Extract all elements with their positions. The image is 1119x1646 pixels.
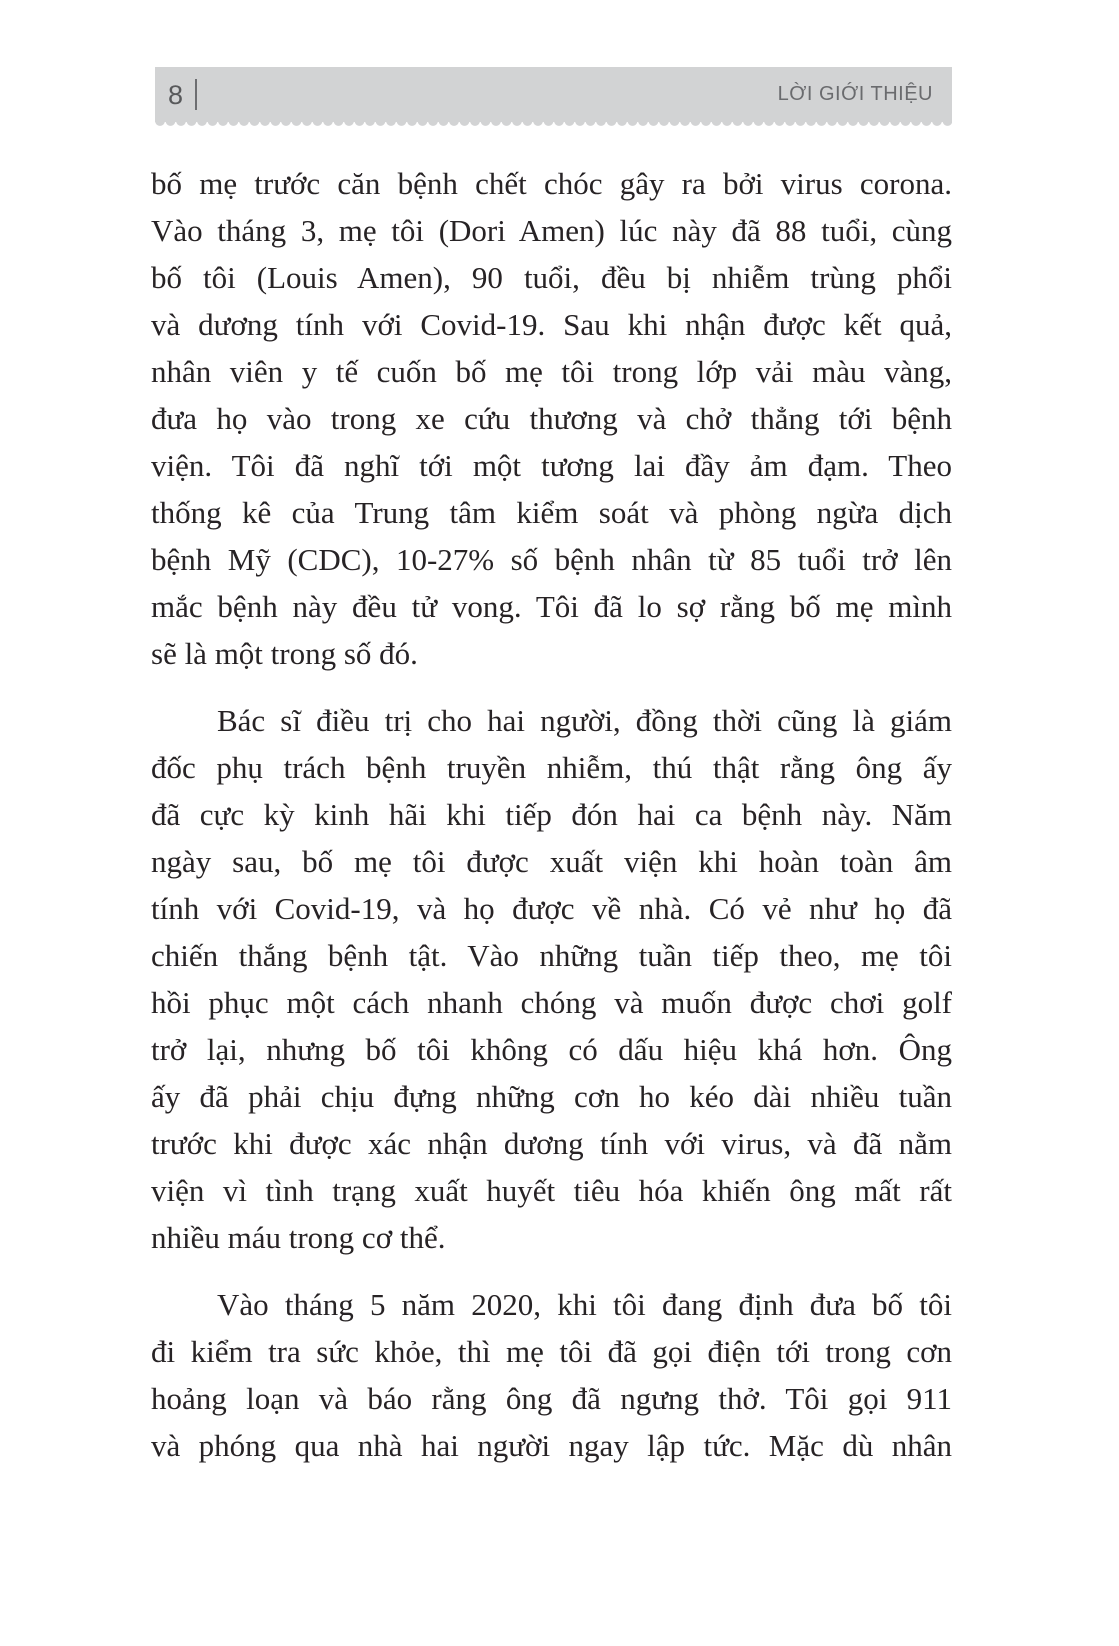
page-header: [155, 67, 952, 122]
text-line: chiến thắng bệnh tật. Vào những tuần tiếp theo, mẹ tôi: [151, 938, 952, 973]
text-line: nhân viên y tế cuốn bố mẹ tôi trong lớp vải màu vàng,: [151, 354, 952, 389]
text-line: và phóng qua nhà hai người ngay lập tức. Mặc dù nhân: [151, 1428, 952, 1463]
paragraph: [151, 160, 952, 677]
text-line: hồi phục một cách nhanh chóng và muốn được chơi golf: [151, 985, 952, 1020]
text-line: trước khi được xác nhận dương tính với virus, và đã nằm: [151, 1126, 952, 1161]
text-line: tính với Covid-19, và họ được về nhà. Có vẻ như họ đã: [151, 891, 952, 926]
text-line: Bác sĩ điều trị cho hai người, đồng thời cũng là giám: [217, 703, 952, 738]
text-line: đưa họ vào trong xe cứu thương và chở thẳng tới bệnh: [151, 401, 952, 436]
text-line: trở lại, nhưng bố tôi không có dấu hiệu khá hơn. Ông: [151, 1032, 952, 1067]
text-line: Vào tháng 5 năm 2020, khi tôi đang định đưa bố tôi: [217, 1287, 952, 1322]
paragraph: [151, 697, 952, 1261]
text-line: và dương tính với Covid-19. Sau khi nhận được kết quả,: [151, 307, 952, 342]
text-line: mắc bệnh này đều tử vong. Tôi đã lo sợ rằng bố mẹ mình: [151, 589, 952, 624]
text-line: sẽ là một trong số đó.: [151, 636, 418, 671]
header-left: [168, 79, 197, 110]
text-line: nhiều máu trong cơ thể.: [151, 1220, 446, 1255]
text-line: đi kiểm tra sức khỏe, thì mẹ tôi đã gọi điện tới trong cơn: [151, 1334, 952, 1369]
header-divider: [195, 79, 197, 110]
text-line: bố tôi (Louis Amen), 90 tuổi, đều bị nhiễm trùng phổi: [151, 260, 952, 295]
text-line: viện vì tình trạng xuất huyết tiêu hóa khiến ông mất rất: [151, 1173, 952, 1208]
text-line: Vào tháng 3, mẹ tôi (Dori Amen) lúc này đã 88 tuổi, cùng: [151, 213, 952, 248]
text-line: ấy đã phải chịu đựng những cơn ho kéo dài nhiều tuần: [151, 1079, 952, 1114]
running-header-title: LỜI GIỚI THIỆU: [777, 83, 933, 105]
body-text: [151, 160, 952, 1469]
paragraph: [151, 1281, 952, 1469]
text-line: bố mẹ trước căn bệnh chết chóc gây ra bởi virus corona.: [151, 166, 952, 201]
text-line: hoảng loạn và báo rằng ông đã ngưng thở. Tôi gọi 911: [151, 1381, 952, 1416]
text-line: đốc phụ trách bệnh truyền nhiễm, thú thật rằng ông ấy: [151, 750, 952, 785]
text-line: thống kê của Trung tâm kiểm soát và phòng ngừa dịch: [151, 495, 952, 530]
page-number: 8: [168, 80, 184, 110]
text-line: bệnh Mỹ (CDC), 10-27% số bệnh nhân từ 85 tuổi trở lên: [151, 542, 952, 577]
text-line: ngày sau, bố mẹ tôi được xuất viện khi hoàn toàn âm: [151, 844, 952, 879]
text-line: viện. Tôi đã nghĩ tới một tương lai đầy ảm đạm. Theo: [151, 448, 952, 483]
text-line: đã cực kỳ kinh hãi khi tiếp đón hai ca bệnh này. Năm: [151, 797, 952, 832]
